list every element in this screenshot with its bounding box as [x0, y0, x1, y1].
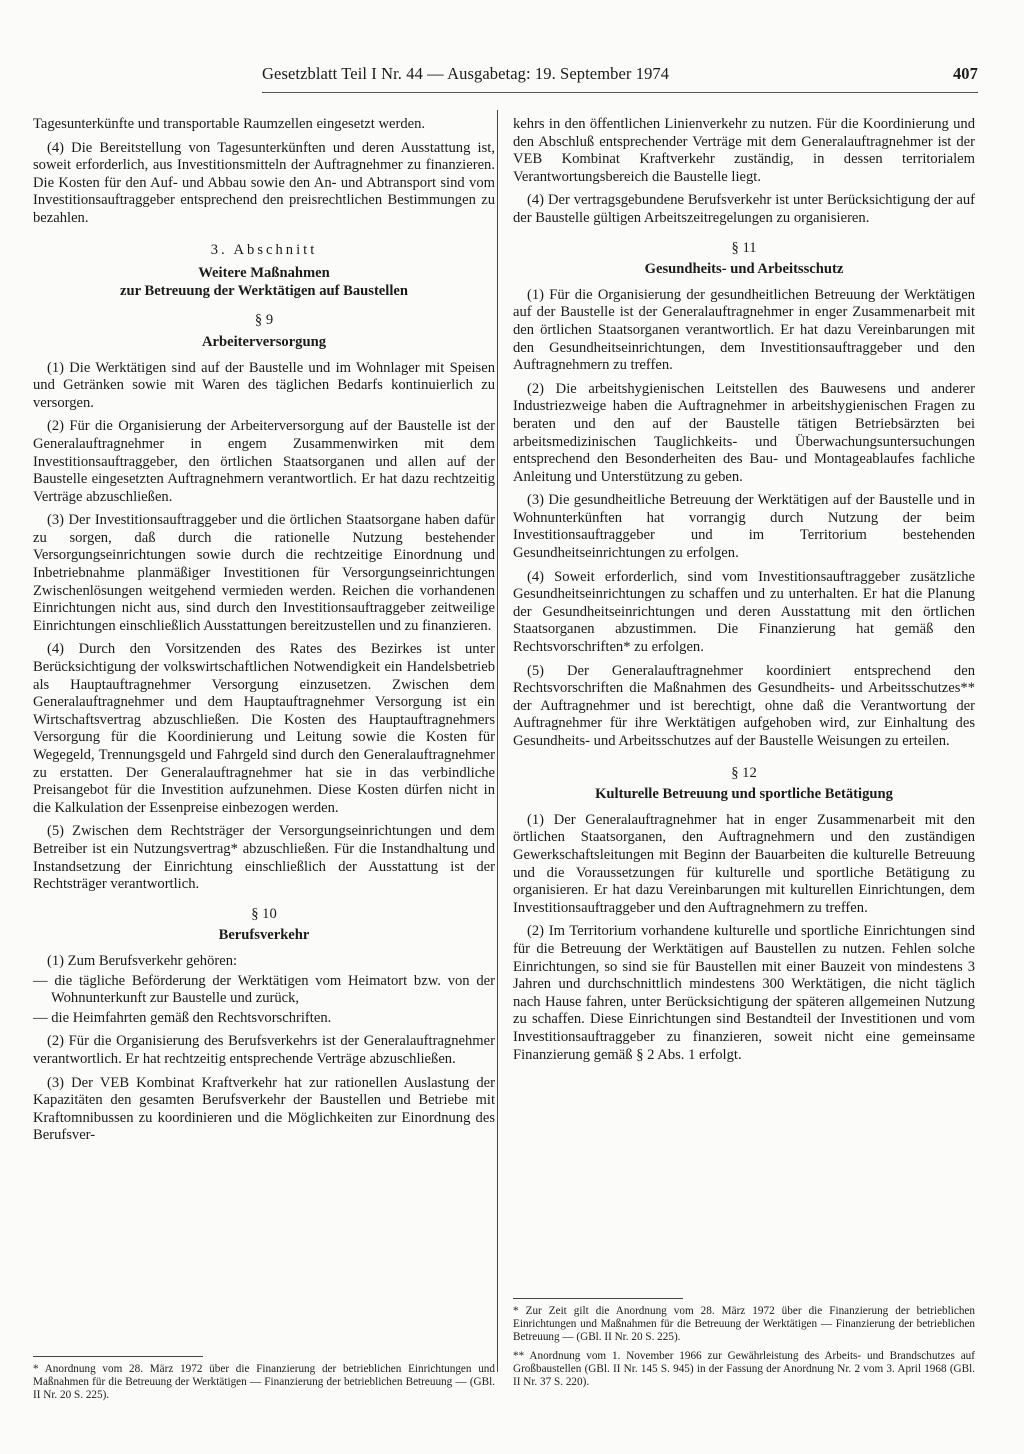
paragraph: (4) Durch den Vorsitzenden des Rates des Bezirkes ist unter Berücksichtigung der volkswirtschaftlichen Notwendigkeit ein Handelsbetrieb als Hauptauftragnehmer Versorgung einzusetzen. Zwischen dem Generalauftragnehmer und dem Hauptauftragnehmer Versorgung ist ein Wirtschaftsvertrag abzuschließen. Die Kosten des Hauptauftragnehmers Versorgung für die Koordinierung und Leitung sowie die Kosten für Wegegeld, Trennungsgeld und Fahrgeld sind durch den Generalauftragnehmer zu erstatten. Der Generalauftragnehmer hat sie in das verbindliche Preisangebot für die Investition aufzunehmen. Diese Kosten dürfen nicht in die Kalkulation der Essenpreise einbezogen werden.: [33, 641, 495, 816]
section-label: 3. Abschnitt: [210, 241, 318, 258]
paragraph: (5) Der Generalauftragnehmer koordiniert entsprechend den Rechtsvorschriften die Maßnahmen des Gesundheits- und Arbeitsschutzes** der Auftragnehmer und ist berechtigt, ohne daß die Verantwortung der Auftragnehmer für ihre Werktätigen aufgehoben wird, zur Einhaltung des Gesundheits- und Arbeitsschutzes auf der Baustelle Weisungen zu erteilen.: [513, 662, 975, 749]
list-item: — die Heimfahrten gemäß den Rechtsvorschriften.: [33, 1009, 332, 1026]
paragraph: (5) Zwischen dem Rechtsträger der Versorgungseinrichtungen und dem Betreiber ist ein Nutzungsvertrag* abzuschließen. Für die Instandhaltung und Instandsetzung der Einrichtung einschließlich der Ausstattung ist der Rechtsträger verantwortlich.: [33, 823, 495, 893]
paragraph-heading-10: § 10: [251, 905, 277, 922]
paragraph: (4) Soweit erforderlich, sind vom Investitionsauftraggeber zusätzliche Gesundheitseinrichtungen zu schaffen und zu unterhalten. Er hat die Planung der Gesundheitseinrichtungen und deren Ausstattung mit den örtlichen Staatsorganen abzustimmen. Die Finanzierung hat gemäß den Rechtsvorschriften* zu erfolgen.: [513, 568, 975, 656]
paragraph: (1) Der Generalauftragnehmer hat in enger Zusammenarbeit mit den örtlichen Staatsorganen, den Auftragnehmern und den zuständigen Gewerkschaftsleitungen mit Beginn der Bauarbeiten die kulturelle Betreuung und die Voraussetzungen für kulturelle und sportliche Betätigung zu organisieren. Er hat dazu Vereinbarungen mit kulturellen Einrichtungen, dem Investitionsauftraggeber und den Auftragnehmern zu treffen.: [513, 811, 975, 916]
list-item: — die tägliche Beförderung der Werktätigen vom Heimatort bzw. von der Wohnunterkunft zur Baustelle und zurück,: [33, 972, 495, 1007]
footnote: * Zur Zeit gilt die Anordnung vom 28. März 1972 über die Finanzierung der betrieblichen Einrichtungen und Maßnahmen für die Betreuung der Werktätigen — Finanzierung der betrieblichen Betreuung — (GBl. II Nr. 20 S. 225).: [513, 1305, 975, 1343]
left-column: [33, 116, 495, 1151]
header-rule: [262, 92, 978, 93]
paragraph: Tagesunterkünfte und transportable Raumzellen eingesetzt werden.: [33, 116, 426, 132]
paragraph: (1) Für die Organisierung der gesundheitlichen Betreuung der Werktätigen auf der Baustelle ist der Generalauftragnehmer in enger Zusammenarbeit mit den örtlichen Staatsorganen verantwortlich. Er hat dazu Vereinbarungen mit den Gesundheitseinrichtungen, dem Investitionsauftraggeber und den Auftragnehmern zu treffen.: [513, 286, 975, 374]
paragraph: (3) Der VEB Kombinat Kraftverkehr hat zur rationellen Auslastung der Kapazitäten den gesamten Berufsverkehr der Baustellen und Betriebe mit Kraftomnibussen zu koordinieren und die Möglichkeiten zur Einordnung des Berufsver-: [33, 1074, 495, 1144]
paragraph: (4) Der vertragsgebundene Berufsverkehr ist unter Berücksichtigung der auf der Baustelle gültigen Arbeitszeitregelungen zu organisieren.: [513, 192, 975, 226]
left-footnotes: [33, 1350, 495, 1408]
paragraph-title-9: Arbeiterversorgung: [201, 333, 326, 350]
paragraph: (4) Die Bereitstellung von Tagesunterkünften und deren Ausstattung ist, soweit erforderlich, aus Investitionsmitteln der Auftragnehmer zu finanzieren. Die Kosten für den Auf- und Abbau sowie den An- und Abtransport sind vom Investitionsauftraggeber entsprechend den preisrechtlichen Bestimmungen zu bezahlen.: [33, 139, 495, 226]
paragraph: (3) Die gesundheitliche Betreuung der Werktätigen auf der Baustelle und in Wohnunterkünften hat vorrangig durch Nutzung der beim Investitionsauftraggeber und im Territorium bestehenden Gesundheitseinrichtungen zu erfolgen.: [513, 492, 975, 562]
page-number: 407: [952, 64, 978, 83]
footnote: * Anordnung vom 28. März 1972 über die Finanzierung der betrieblichen Einrichtungen und Maßnahmen für die Betreuung der Werktätigen — Finanzierung der betrieblichen Betreuung — (GBl. II Nr. 20 S. 225).: [33, 1363, 495, 1401]
paragraph-heading-11: § 11: [731, 239, 757, 256]
right-column: [513, 116, 975, 1070]
paragraph: (2) Für die Organisierung des Berufsverkehrs ist der Generalauftragnehmer verantwortlich. Er hat rechtzeitig entsprechende Verträge abzuschließen.: [33, 1033, 495, 1067]
paragraph-heading-9: § 9: [254, 312, 274, 329]
header-title: Gesetzblatt Teil I Nr. 44 — Ausgabetag: 19. September 1974: [262, 64, 670, 83]
footnote-rule: [33, 1356, 203, 1357]
paragraph: (1) Die Werktätigen sind auf der Baustelle und im Wohnlager mit Speisen und Getränken sowie mit Waren des täglichen Bedarfs kontinuierlich zu versorgen.: [33, 359, 495, 411]
paragraph-title-11: Gesundheits- und Arbeitsschutz: [644, 261, 844, 278]
paragraph: kehrs in den öffentlichen Linienverkehr zu nutzen. Für die Koordinierung und den Abschluß entsprechender Verträge mit dem Generalauftragnehmer ist der VEB Kombinat Kraftverkehr zuständig, in dessen territorialem Verantwortungsbereich die Baustelle liegt.: [513, 116, 975, 185]
paragraph: (1) Zum Berufsverkehr gehören:: [47, 952, 238, 969]
section-title-line-2: zur Betreuung der Werktätigen auf Baustellen: [120, 282, 408, 299]
section-title-line-1: Weitere Maßnahmen: [198, 265, 330, 282]
paragraph: (2) Die arbeitshygienischen Leitstellen des Bauwesens und anderer Industriezweige haben die Auftragnehmer in arbeitshygienischen Fragen zu beraten und den auf der Baustelle tätigen Betriebsärzten bei arbeitsmedizinischen Tauglichkeits- und Überwachungsuntersuchungen entsprechend den Besonderheiten des Bau- und Montageablaufes fachliche Anleitung und Unterstützung zu geben.: [513, 380, 975, 485]
paragraph: (2) Im Territorium vorhandene kulturelle und sportliche Einrichtungen sind für die Betreuung der Werktätigen auf Baustellen zu nutzen. Fehlen solche Einrichtungen, so sind sie für Baustellen mit einer Bauzeit von mindestens 3 Jahren und durchschnittlich mindestens 300 Werktätigen, die nicht täglich nach Hause fahren, unter Berücksichtigung der späteren allgemeinen Nutzung zu schaffen. Diese Einrichtungen sind Bestandteil der Investitionen und vom Investitionsauftraggeber zu finanzieren, soweit nicht eine gemeinsame Finanzierung gemäß § 2 Abs. 1 erfolgt.: [513, 923, 975, 1063]
footnote: ** Anordnung vom 1. November 1966 zur Gewährleistung des Arbeits- und Brandschutzes auf Großbaustellen (GBl. II Nr. 145 S. 945) in der Fassung der Anordnung Nr. 2 vom 3. April 1968 (GBl. II Nr. 37 S. 220).: [513, 1350, 975, 1388]
paragraph: (2) Für die Organisierung der Arbeiterversorgung auf der Baustelle ist der Generalauftragnehmer in engem Zusammenwirken mit dem Investitionsauftraggeber, den örtlichen Staatsorganen und allen auf der Baustelle eingesetzten Auftragnehmern verantwortlich. Er hat dazu rechtzeitig Verträge abzuschließen.: [33, 418, 495, 505]
paragraph-title-10: Berufsverkehr: [218, 927, 310, 944]
paragraph: (3) Der Investitionsauftraggeber und die örtlichen Staatsorgane haben dafür zu sorgen, daß durch die rationelle Nutzung bestehender Versorgungseinrichtungen sowie durch die rechtzeitige Einordnung und Inbetriebnahme planmäßiger Investitionen für Versorgungseinrichtungen Zwischenlösungen weitgehend vermieden werden. Reichen die vorhandenen Einrichtungen nicht aus, sind durch den Investitionsauftraggeber zeitweilige Einrichtungen einschließlich Ausstattungen bereitzustellen und zu finanzieren.: [33, 512, 495, 634]
paragraph-heading-12: § 12: [731, 764, 757, 781]
right-footnotes: [513, 1292, 975, 1395]
paragraph-title-12: Kulturelle Betreuung und sportliche Betätigung: [595, 786, 893, 803]
page-header: [262, 64, 978, 88]
column-divider: [497, 110, 498, 1372]
footnote-rule: [513, 1298, 683, 1299]
